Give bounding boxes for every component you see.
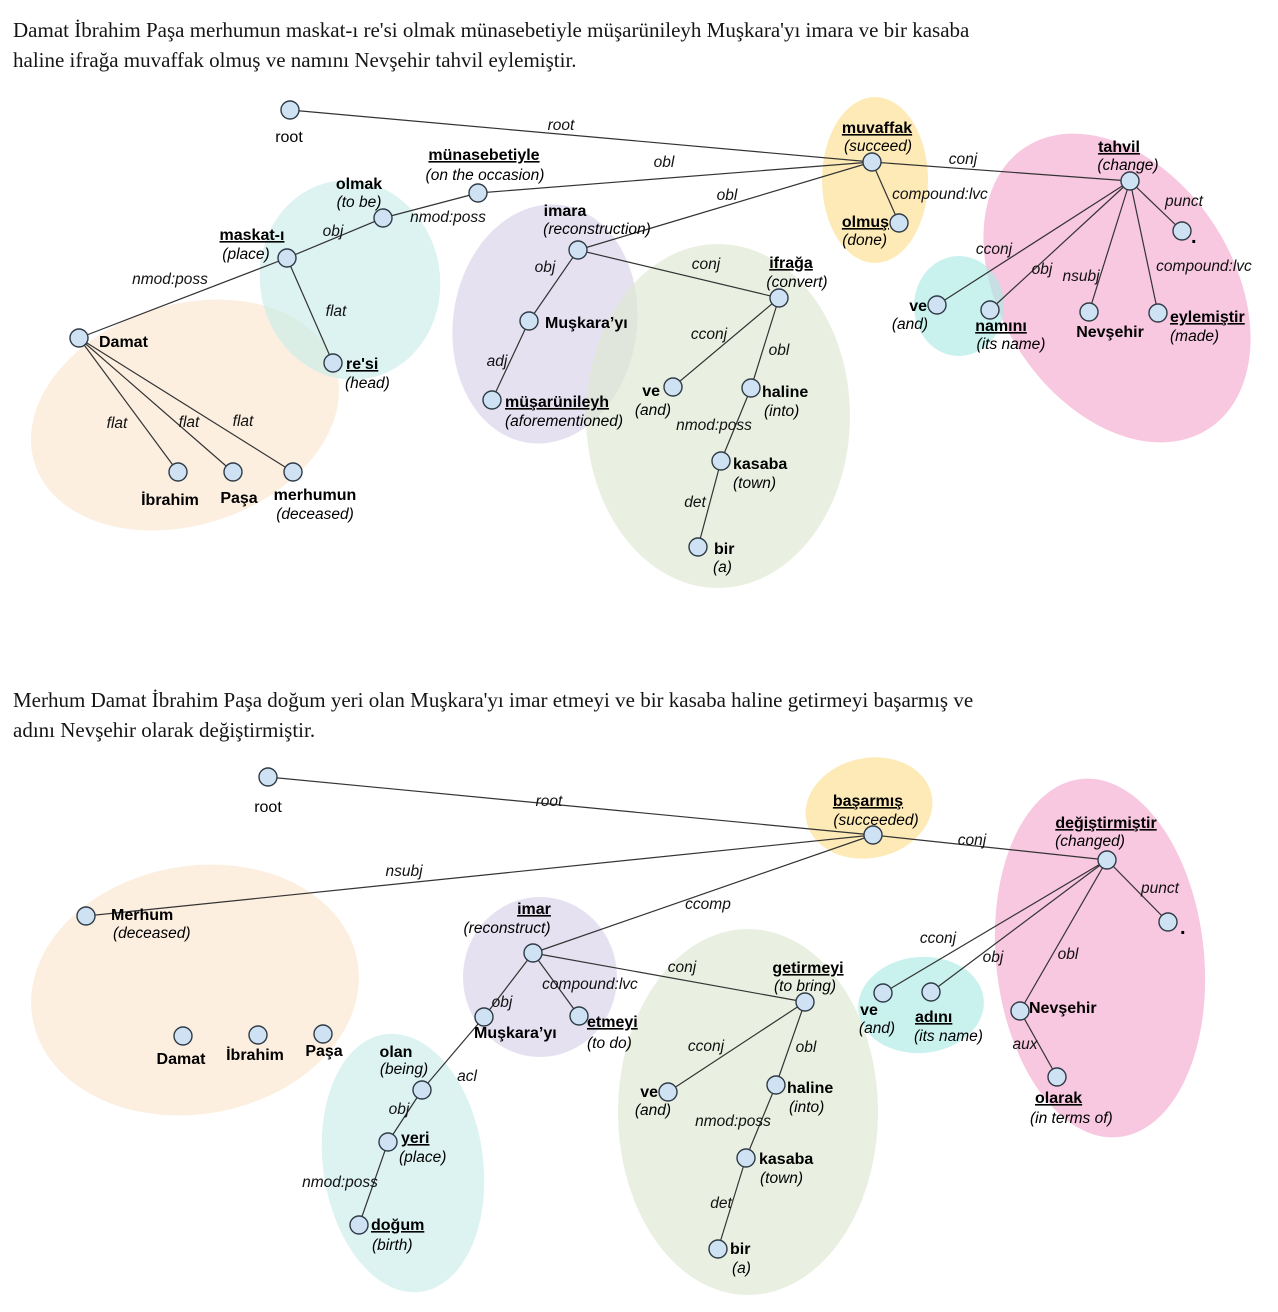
- edge-label-nsubj: nsubj: [1062, 268, 1100, 285]
- word-label-merhum: Merhum: [111, 907, 174, 924]
- node-damat: [70, 329, 88, 347]
- node-tahvil: [1121, 172, 1139, 190]
- node-muskarayi2: [475, 1008, 493, 1026]
- edge-label-root: root: [547, 117, 575, 134]
- dependency-tree-1: [1, 84, 1278, 588]
- node-eylemistir: [1149, 304, 1167, 322]
- group-blob-3: [586, 244, 850, 588]
- edge-label-compound:lvc: compound:lvc: [542, 976, 638, 993]
- word-label-punct2: .: [1180, 917, 1186, 939]
- node-imara: [569, 241, 587, 259]
- node-merhumun: [284, 463, 302, 481]
- node-getirmeyi: [796, 993, 814, 1011]
- word-label-ve-g2: ve: [640, 1084, 658, 1101]
- node-olan: [413, 1081, 431, 1099]
- word-label-olmak: olmak: [335, 176, 383, 193]
- node-nevsehir2: [1011, 1002, 1029, 1020]
- word-label-haline2: haline: [787, 1080, 834, 1097]
- node-musarunileyh: [483, 391, 501, 409]
- node-degistirmistir: [1098, 851, 1116, 869]
- gloss-label-etmeyi: (to do): [587, 1035, 632, 1052]
- gloss-label-resi: (head): [345, 375, 390, 392]
- word-label-getirmeyi: getirmeyi: [772, 960, 844, 977]
- node-olarak: [1048, 1068, 1066, 1086]
- word-label-ibrahim: İbrahim: [141, 492, 199, 509]
- word-label-ve-c1: ve: [909, 298, 927, 315]
- node-pasa: [224, 463, 242, 481]
- node-ibrahim: [169, 463, 187, 481]
- gloss-label-muvaffak: (succeed): [843, 138, 913, 155]
- gloss-label-getirmeyi: (to bring): [773, 978, 837, 995]
- node-etmeyi: [570, 1007, 588, 1025]
- gloss-label-ve-c1: (and): [891, 316, 928, 333]
- gloss-label-musarunileyh: (aforementioned): [505, 413, 624, 430]
- edge-label-obl: obl: [716, 187, 738, 204]
- edge-label-acl: acl: [457, 1068, 477, 1085]
- gloss-label-merhumun: (deceased): [276, 506, 354, 523]
- edge-label-obj: obj: [388, 1101, 410, 1118]
- edge-label-flat: flat: [325, 303, 347, 320]
- word-label-muskarayi1: Muşkara’yı: [545, 315, 628, 332]
- word-label-munasebetiyle: münasebetiyle: [428, 147, 540, 164]
- word-label-olan: olan: [379, 1044, 413, 1061]
- word-label-imar: imar: [517, 901, 551, 918]
- edge-label-cconj: cconj: [975, 241, 1013, 258]
- word-label-ve-g1: ve: [642, 383, 660, 400]
- node-resi: [324, 354, 342, 372]
- node-root2: [259, 768, 277, 786]
- edge-label-conj: conj: [691, 256, 721, 273]
- word-label-damat: Damat: [99, 334, 148, 351]
- gloss-label-dogum: (birth): [372, 1237, 413, 1254]
- gloss-label-imar: (reconstruct): [463, 920, 551, 937]
- node-kasaba1: [712, 452, 730, 470]
- edge-label-cconj: cconj: [690, 326, 728, 343]
- gloss-label-kasaba2: (town): [760, 1170, 804, 1187]
- node-namini: [981, 301, 999, 319]
- edge-label-det: det: [684, 494, 706, 511]
- word-label-imara: imara: [543, 203, 587, 220]
- gloss-label-haline2: (into): [789, 1099, 825, 1116]
- edge-label-ccomp: ccomp: [685, 896, 731, 913]
- edge-root2-basarmis: [268, 777, 873, 835]
- gloss-label-degistirmistir: (changed): [1055, 833, 1125, 850]
- gloss-label-kasaba1: (town): [733, 475, 777, 492]
- node-nevsehir1: [1080, 303, 1098, 321]
- edge-root-muvaffak: [290, 110, 872, 162]
- edge-label-obj: obj: [491, 994, 513, 1011]
- edge-label-adj: adj: [486, 353, 508, 370]
- gloss-label-eylemistir: (made): [1170, 328, 1220, 345]
- edge-label-nmod:poss: nmod:poss: [132, 271, 208, 288]
- gloss-label-bir2: (a): [732, 1260, 751, 1277]
- word-label-yeri: yeri: [401, 1130, 430, 1147]
- word-label-muskarayi2: Muşkara’yı: [474, 1025, 557, 1042]
- edge-label-obj: obj: [1031, 261, 1053, 278]
- word-label-kasaba2: kasaba: [759, 1151, 814, 1168]
- sentence-1-line-2: haline ifrağa muvaffak olmuş ve namını Nevşehir tahvil eylemiştir.: [13, 48, 577, 72]
- edge-label-obj: obj: [534, 259, 556, 276]
- word-label-punct1: .: [1191, 226, 1197, 248]
- word-label-adini: adını: [915, 1009, 953, 1026]
- node-ve-c2: [874, 984, 892, 1002]
- node-munasebetiyle: [469, 184, 487, 202]
- gloss-label-yeri: (place): [399, 1149, 447, 1166]
- edge-label-flat: flat: [178, 414, 200, 431]
- gloss-label-imara: (reconstruction): [543, 221, 651, 238]
- word-label-namini: namını: [975, 318, 1027, 335]
- word-label-nevsehir2: Nevşehir: [1029, 1000, 1097, 1017]
- edge-label-flat: flat: [106, 415, 128, 432]
- sentence-2-line-2: adını Nevşehir olarak değiştirmiştir.: [13, 718, 316, 742]
- edge-label-conj: conj: [948, 151, 978, 168]
- word-label-nevsehir1: Nevşehir: [1076, 324, 1144, 341]
- word-label-maskati: maskat-ı: [219, 227, 285, 244]
- gloss-label-adini: (its name): [914, 1028, 983, 1045]
- word-label-olmus: olmuş: [841, 214, 889, 231]
- word-label-pasa: Paşa: [220, 490, 258, 507]
- gloss-label-namini: (its name): [976, 336, 1046, 353]
- node-ifraga: [770, 289, 788, 307]
- group-blob-0: [11, 839, 379, 1141]
- gloss-label-maskati: (place): [222, 246, 270, 263]
- node-olmak: [374, 209, 392, 227]
- node-maskati: [278, 249, 296, 267]
- node-punct1: [1173, 222, 1191, 240]
- edge-label-obj: obj: [982, 949, 1004, 966]
- edge-label-det: det: [710, 1195, 732, 1212]
- node-merhum: [77, 907, 95, 925]
- gloss-label-ve-g1: (and): [634, 402, 671, 419]
- gloss-label-olarak: (in terms of): [1030, 1110, 1113, 1127]
- sentence-2-line-1: Merhum Damat İbrahim Paşa doğum yeri olan Muşkara'yı imar etmeyi ve bir kasaba haline getirmeyi başarmış ve: [13, 688, 974, 712]
- gloss-label-basarmis: (succeeded): [833, 812, 919, 829]
- node-haline2: [767, 1076, 785, 1094]
- edge-label-cconj: cconj: [919, 930, 957, 947]
- word-label-ve-c2: ve: [860, 1002, 878, 1019]
- word-label-root2: root: [254, 799, 282, 816]
- word-label-merhumun: merhumun: [273, 487, 357, 504]
- edge-label-compound:lvc: compound:lvc: [892, 186, 988, 203]
- node-bir1: [689, 538, 707, 556]
- gloss-label-ifraga: (convert): [766, 274, 828, 291]
- word-label-haline1: haline: [762, 384, 809, 401]
- gloss-label-olmus: (done): [842, 232, 887, 249]
- word-label-basarmis: başarmış: [832, 793, 904, 810]
- node-imar: [524, 944, 542, 962]
- node-yeri: [379, 1133, 397, 1151]
- node-olmus: [890, 214, 908, 232]
- node-ve-g2: [659, 1083, 677, 1101]
- gloss-label-munasebetiyle: (on the occasion): [425, 167, 545, 184]
- node-dogum: [350, 1216, 368, 1234]
- edge-label-nmod:poss: nmod:poss: [695, 1113, 771, 1130]
- gloss-label-haline1: (into): [764, 403, 800, 420]
- word-label-damat2: Damat: [156, 1051, 206, 1068]
- edge-label-obj: obj: [322, 223, 344, 240]
- node-root: [281, 101, 299, 119]
- node-damat2: [174, 1027, 192, 1045]
- edge-label-nmod:poss: nmod:poss: [302, 1174, 378, 1191]
- node-muvaffak: [863, 153, 881, 171]
- word-label-ifraga: ifrağa: [769, 255, 813, 272]
- edge-label-nmod:poss: nmod:poss: [676, 417, 752, 434]
- edge-label-cconj: cconj: [687, 1038, 725, 1055]
- word-label-degistirmistir: değiştirmiştir: [1055, 815, 1157, 832]
- edge-label-compound:lvc: compound:lvc: [1156, 258, 1252, 275]
- word-label-olarak: olarak: [1035, 1090, 1083, 1107]
- edge-label-punct: punct: [1141, 880, 1179, 897]
- node-ibrahim2: [249, 1026, 267, 1044]
- node-bir2: [709, 1240, 727, 1258]
- edge-label-obl: obl: [768, 342, 790, 359]
- word-label-bir2: bir: [730, 1241, 751, 1258]
- word-label-dogum: doğum: [371, 1217, 425, 1234]
- edge-label-obl: obl: [1057, 946, 1079, 963]
- word-label-ibrahim2: İbrahim: [226, 1047, 284, 1064]
- edge-label-aux: aux: [1012, 1036, 1038, 1053]
- word-label-muvaffak: muvaffak: [841, 120, 913, 137]
- edge-label-obl: obl: [795, 1039, 817, 1056]
- gloss-label-ve-g2: (and): [634, 1102, 671, 1119]
- edge-label-punct: punct: [1165, 193, 1203, 210]
- gloss-label-olmak: (to be): [336, 194, 382, 211]
- gloss-label-bir1: (a): [713, 559, 732, 576]
- edge-label-obl: obl: [653, 154, 675, 171]
- word-label-etmeyi: etmeyi: [587, 1014, 638, 1031]
- gloss-label-tahvil: (change): [1097, 157, 1159, 174]
- node-punct2: [1159, 913, 1177, 931]
- word-label-kasaba1: kasaba: [733, 456, 788, 473]
- edge-label-root: root: [535, 793, 563, 810]
- node-ve-g1: [664, 378, 682, 396]
- gloss-label-olan: (being): [379, 1061, 429, 1078]
- word-label-resi: re'si: [346, 356, 379, 373]
- edge-label-nsubj: nsubj: [385, 863, 423, 880]
- word-label-root: root: [275, 129, 303, 146]
- edge-label-conj: conj: [957, 832, 987, 849]
- node-ve-c1: [928, 296, 946, 314]
- word-label-bir1: bir: [714, 541, 735, 558]
- node-adini: [922, 983, 940, 1001]
- node-pasa2: [314, 1025, 332, 1043]
- edge-label-conj: conj: [667, 959, 697, 976]
- sentence-1-line-1: Damat İbrahim Paşa merhumun maskat-ı re'si olmak münasebetiyle müşarünileyh Muşkara'yı imara ve bir kasaba: [13, 18, 970, 42]
- edge-label-nmod:poss: nmod:poss: [410, 209, 486, 226]
- gloss-label-ve-c2: (and): [858, 1020, 896, 1037]
- word-label-pasa2: Paşa: [305, 1043, 343, 1060]
- edge-label-flat: flat: [232, 413, 254, 430]
- gloss-label-merhum: (deceased): [113, 925, 191, 942]
- dependency-tree-2: [11, 746, 1222, 1303]
- node-kasaba2: [737, 1149, 755, 1167]
- node-haline1: [742, 379, 760, 397]
- word-label-musarunileyh: müşarünileyh: [505, 394, 610, 411]
- word-label-eylemistir: eylemiştir: [1170, 309, 1245, 326]
- word-label-tahvil: tahvil: [1098, 139, 1140, 156]
- node-muskarayi1: [520, 312, 538, 330]
